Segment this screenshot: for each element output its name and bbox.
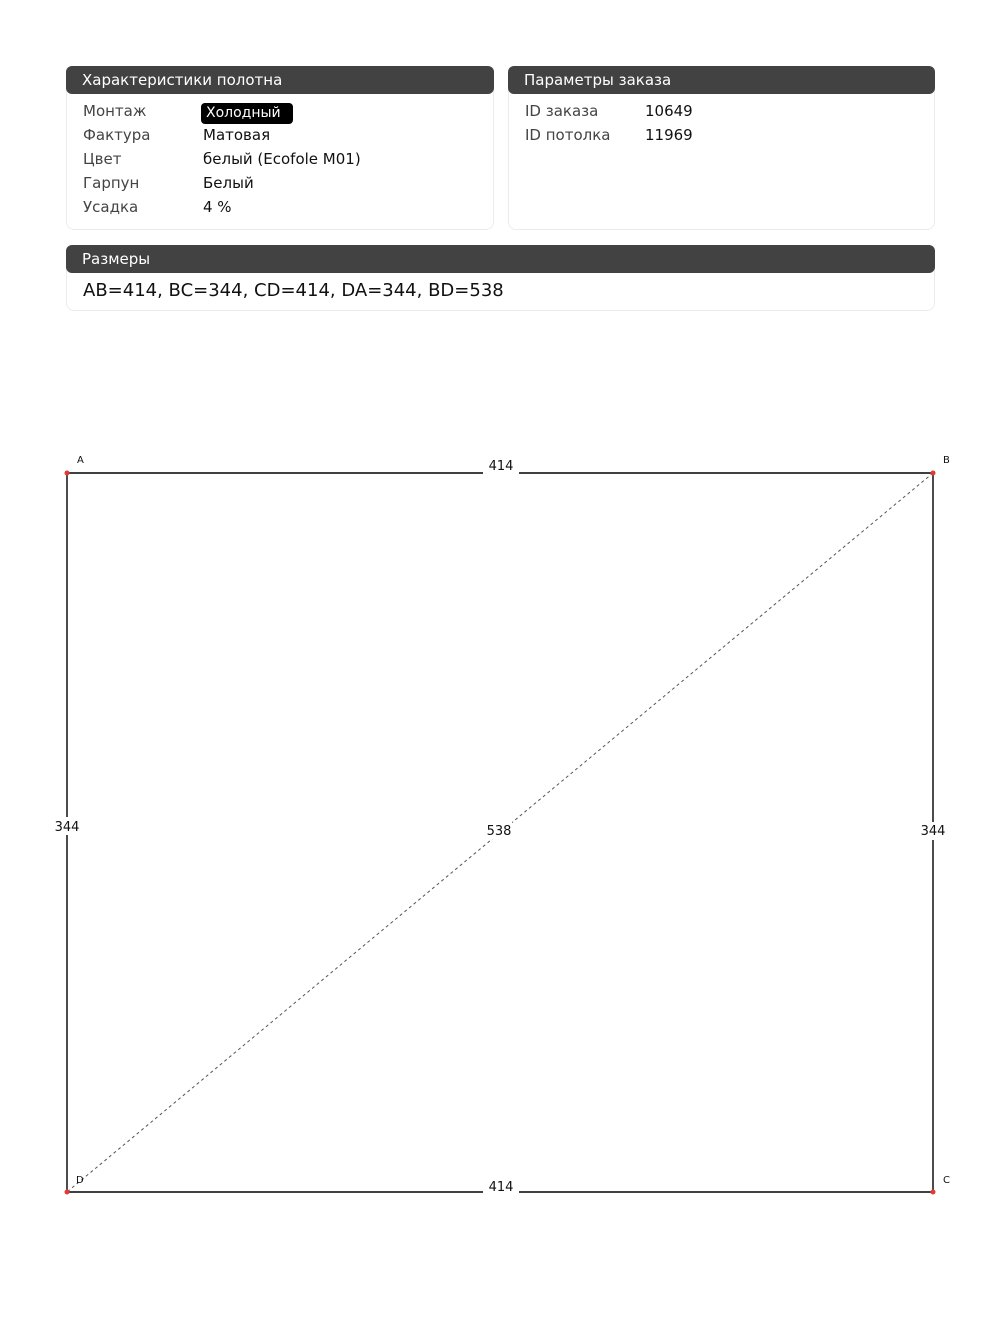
spec-key: Цвет [83,150,122,168]
dimensions-header: Размеры [66,245,935,273]
order-key: ID заказа [525,102,599,120]
ceiling-id-value: 11969 [645,126,693,144]
order-params-header: Параметры заказа [508,66,935,94]
vertex-c-dot [931,1190,936,1195]
vertex-a-dot [65,471,70,476]
spec-value: 4 % [203,198,232,216]
edge-bc-label: 344 [920,824,946,839]
spec-value: Матовая [203,126,271,144]
corner-b-label: B [943,455,950,466]
corner-c-label: C [943,1175,950,1186]
spec-value: белый (Ecofole M01) [203,150,361,168]
edge-da-label: 344 [54,820,80,835]
spec-key: Гарпун [83,174,140,192]
edge-cd-label: 414 [488,1180,514,1195]
order-key: ID потолка [525,126,611,144]
vertex-b-dot [931,471,936,476]
spec-key: Фактура [83,126,151,144]
mount-value: Холодный [201,103,293,124]
dimensions-text: AB=414, BC=344, CD=414, DA=344, BD=538 [83,280,504,301]
corner-d-label: D [76,1175,84,1186]
edge-ab-label: 414 [488,459,514,474]
corner-a-label: A [77,455,84,466]
order-id-value: 10649 [645,102,693,120]
spec-key: Усадка [83,198,139,216]
spec-value: Белый [203,174,254,192]
diagonal-bd-label: 538 [486,824,512,839]
vertex-d-dot [65,1190,70,1195]
canvas-specs-header: Характеристики полотна [66,66,494,94]
spec-key: Монтаж [83,102,147,120]
